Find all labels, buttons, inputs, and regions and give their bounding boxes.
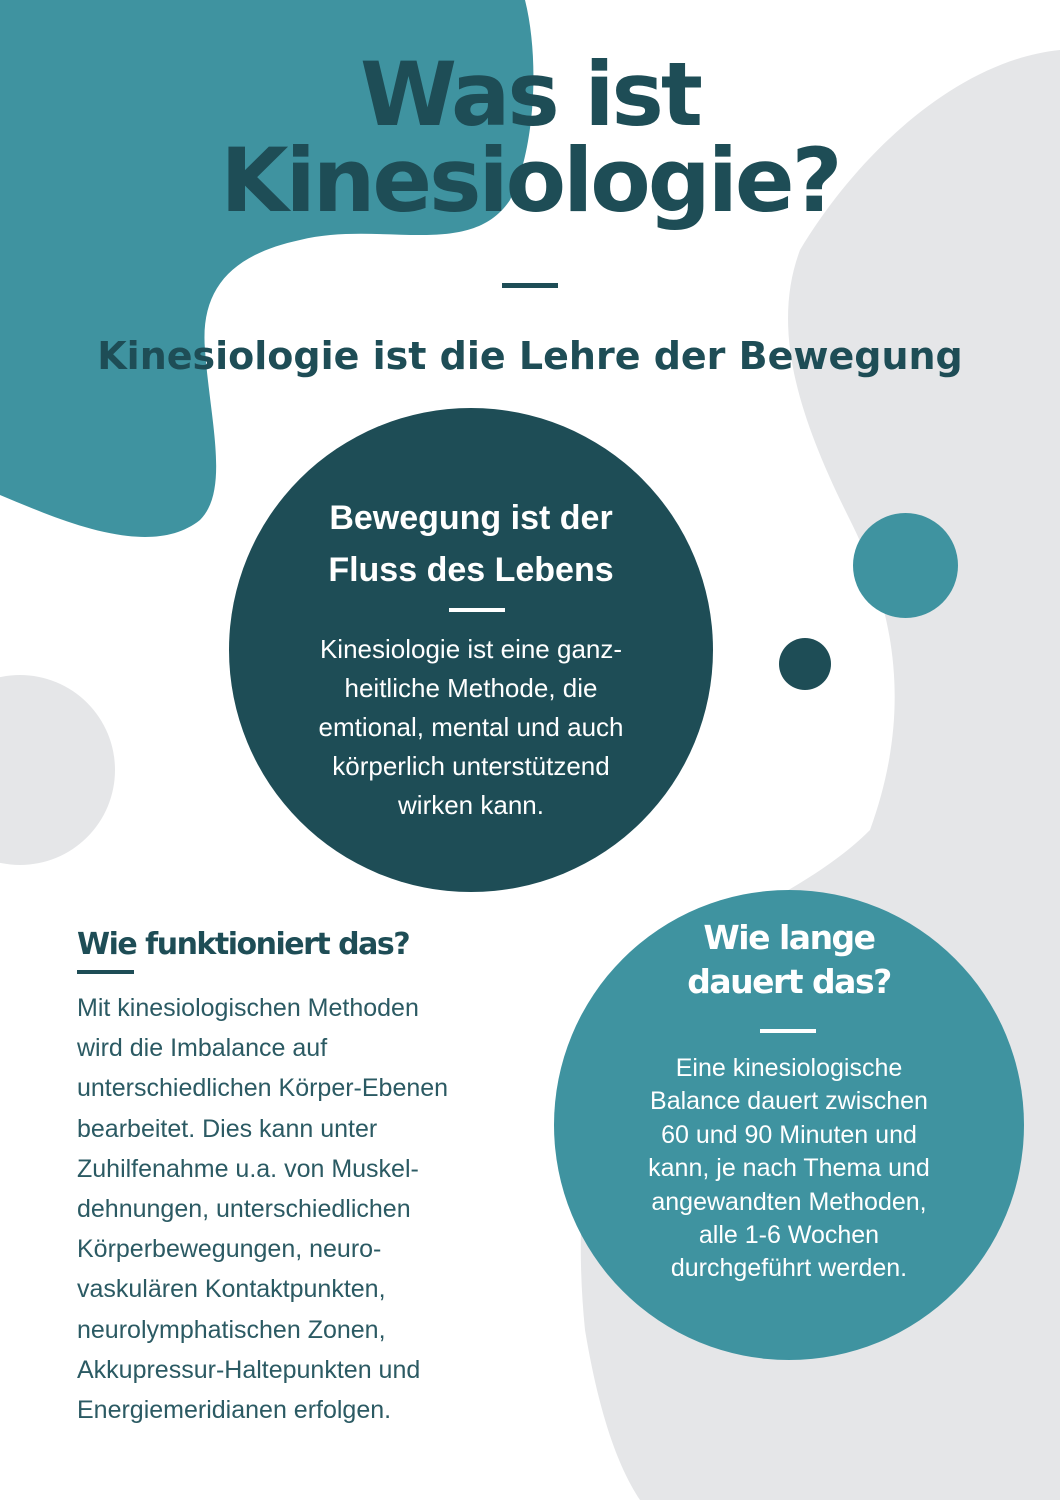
- right-body-line: Eine kinesiologische: [675, 1054, 903, 1082]
- left-body-line: Akkupressur-Haltepunkten und: [77, 1355, 421, 1384]
- center-divider: [449, 608, 505, 612]
- left-body-line: neurolymphatischen Zonen,: [77, 1315, 386, 1344]
- right-body-line: kann, je nach Thema und: [648, 1154, 930, 1183]
- decorative-teal-dot: [853, 513, 958, 618]
- center-body-line: Kinesiologie ist eine ganz-: [319, 634, 623, 664]
- center-info-circle: [229, 408, 713, 892]
- right-heading: [614, 916, 964, 1004]
- left-body-line: Körperbewegungen, neuro-: [77, 1235, 382, 1264]
- center-heading: [269, 492, 673, 596]
- center-body-line: körperlich unterstützend: [332, 751, 610, 781]
- right-heading-line-2: dauert das?: [687, 962, 891, 1001]
- right-body-line: Balance dauert zwischen: [650, 1087, 928, 1116]
- left-body-line: Mit kinesiologischen Methoden: [77, 994, 419, 1022]
- left-section-divider: [77, 970, 134, 974]
- left-body-line: dehnungen, unterschiedlichen: [77, 1195, 411, 1224]
- center-heading-line-2: Fluss des Lebens: [328, 551, 614, 589]
- title-divider: [502, 283, 558, 288]
- center-body: [269, 630, 673, 825]
- left-section-heading: Wie funktioniert das?: [77, 927, 410, 962]
- right-body: [594, 1052, 984, 1286]
- center-body-line: wirken kann.: [398, 790, 544, 820]
- left-body-line: unterschiedlichen Körper-Ebenen: [77, 1074, 449, 1103]
- left-body-line: Zuhilfenahme u.a. von Muskel-: [77, 1154, 419, 1183]
- left-body-line: Energiemeridianen erfolgen.: [77, 1396, 392, 1425]
- left-body-line: wird die Imbalance auf: [77, 1034, 328, 1063]
- right-body-line: 60 und 90 Minuten und: [661, 1120, 917, 1149]
- right-body-line: angewandten Methoden,: [651, 1187, 927, 1216]
- title-line-2: Kinesiologie?: [220, 129, 840, 232]
- right-heading-line-1: Wie lange: [703, 918, 875, 957]
- right-divider: [760, 1029, 816, 1033]
- center-body-line: heitliche Methode, die: [344, 673, 598, 703]
- page-title: [0, 43, 1060, 232]
- center-heading-line-1: Bewegung ist der: [329, 499, 613, 537]
- decorative-dark-dot: [779, 638, 831, 690]
- subtitle: Kinesiologie ist die Lehre der Bewegung: [97, 334, 963, 378]
- left-body-line: bearbeitet. Dies kann unter: [77, 1114, 378, 1143]
- center-body-line: emtional, mental und auch: [318, 712, 624, 742]
- title-line-1: Was ist: [360, 43, 700, 146]
- left-body-line: vaskulären Kontaktpunkten,: [77, 1275, 386, 1304]
- right-body-line: alle 1-6 Wochen: [698, 1221, 880, 1250]
- right-info-circle: [554, 890, 1024, 1360]
- right-body-line: durchgeführt werden.: [670, 1254, 908, 1283]
- gray-left-circle: [0, 675, 115, 865]
- left-section-body: [77, 988, 547, 1430]
